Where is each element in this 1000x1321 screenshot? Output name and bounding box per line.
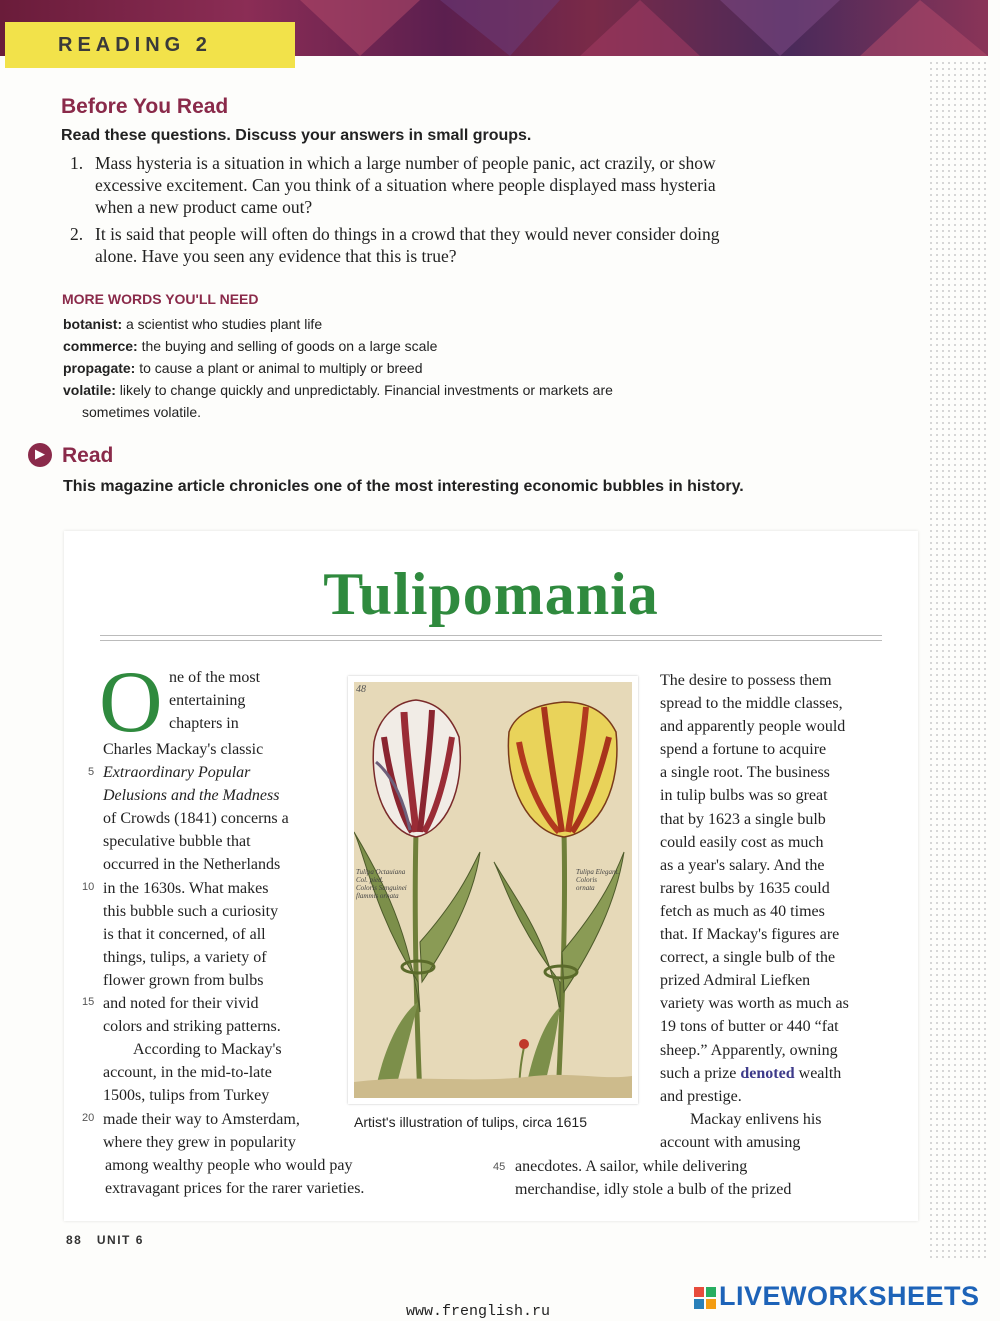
article-title: Tulipomania xyxy=(323,561,659,627)
line-number: 10 xyxy=(82,881,95,893)
text-line: 19 tons of butter or 440 “fat xyxy=(660,1018,839,1036)
text-line: speculative bubble that xyxy=(103,833,251,851)
figure-label-line: Tulipa Octauiana xyxy=(356,868,406,876)
text-line: fetch as much as 40 times xyxy=(660,902,825,920)
question-text: It is said that people will often do things in a crowd that they would never consider doing alone. Have you seen any evidence that this is true? xyxy=(95,224,720,266)
text-line: could easily cost as much xyxy=(660,833,824,851)
tulip-illustration xyxy=(348,676,638,1104)
article-column-1 xyxy=(99,654,343,1154)
text-line: spend a fortune to acquire xyxy=(660,741,827,759)
text-line: this bubble such a curiosity xyxy=(103,902,279,920)
text-line: things, tulips, a variety of xyxy=(103,948,267,966)
text-line: occurred in the Netherlands xyxy=(103,856,281,874)
text-line: among wealthy people who would pay xyxy=(105,1157,353,1174)
figure-label-line: ornata xyxy=(576,884,595,892)
text-line: ne of the most xyxy=(169,669,261,686)
figure-label-line: Coloris xyxy=(576,876,598,884)
article-column-3 xyxy=(660,669,900,1154)
text-line: account with amusing xyxy=(660,1133,801,1151)
text-line: of Crowds (1841) concerns a xyxy=(103,810,289,828)
article-column-3-bottom xyxy=(515,1155,905,1201)
before-you-read-heading: Before You Read xyxy=(61,95,229,118)
line-number: 5 xyxy=(88,766,95,778)
audio-speaker-icon[interactable]: ▶ xyxy=(28,443,52,467)
text-line: 1500s, tulips from Turkey xyxy=(103,1087,270,1105)
text-line: that by 1623 a single bulb xyxy=(660,810,826,828)
question-item xyxy=(70,152,730,218)
text-line: chapters in xyxy=(169,715,239,733)
unit-label: UNIT 6 xyxy=(96,1233,144,1247)
denoted-vocab-word[interactable]: denoted xyxy=(740,1064,795,1082)
line-number: 45 xyxy=(493,1161,506,1173)
question-number: 1. xyxy=(70,153,84,173)
vocab-def: the buying and selling of goods on a large scale xyxy=(137,338,438,354)
site-url[interactable]: www.frenglish.ru xyxy=(406,1303,551,1320)
more-words-title: MORE WORDS YOU'LL NEED xyxy=(62,291,259,307)
text-line: as a year's salary. And the xyxy=(660,856,825,874)
figure-label-left xyxy=(356,868,407,900)
vocab-term: botanist: xyxy=(63,316,123,332)
reading-label: READING 2 xyxy=(58,34,212,56)
text-line: a single root. The business xyxy=(660,764,830,782)
text-line: and noted for their vivid xyxy=(103,995,259,1013)
article-bottom-lines xyxy=(105,1154,445,1200)
text-line: variety was worth as much as xyxy=(660,995,849,1013)
header-pattern xyxy=(300,0,988,56)
vocab-list xyxy=(63,313,703,423)
vocab-item xyxy=(63,313,703,335)
text-line: in tulip bulbs was so great xyxy=(660,787,828,805)
page-number: 88 xyxy=(66,1233,83,1247)
vocab-term: commerce: xyxy=(63,338,138,354)
text-line: sheep.” Apparently, owning xyxy=(660,1041,838,1059)
title-rule xyxy=(100,635,882,641)
vocab-def: a scientist who studies plant life xyxy=(122,316,323,332)
vocab-def: to cause a plant or animal to multiply or breed xyxy=(135,360,423,376)
text-line: that. If Mackay's figures are xyxy=(660,926,840,944)
text-line: where they grew in popularity xyxy=(103,1133,296,1151)
text-line: anecdotes. A sailor, while delivering xyxy=(515,1158,748,1175)
vocab-term: volatile: xyxy=(63,382,116,398)
figure-page-number: 48 xyxy=(356,684,366,695)
text-line: made their way to Amsterdam, xyxy=(103,1110,300,1128)
question-item xyxy=(70,223,730,267)
text-line: extravagant prices for the rarer varieties. xyxy=(105,1180,365,1198)
page-footer xyxy=(66,1233,144,1247)
vocab-def-continued: sometimes volatile. xyxy=(82,404,202,420)
liveworksheets-logo-icon xyxy=(694,1287,716,1309)
text-line: prized Admiral Liefken xyxy=(660,972,811,990)
text-line: account, in the mid-to-late xyxy=(103,1064,272,1082)
question-number: 2. xyxy=(70,224,84,244)
text-line: and prestige. xyxy=(660,1087,742,1105)
line-number: 15 xyxy=(82,996,95,1008)
figure-label-right xyxy=(576,868,619,892)
dotted-margin xyxy=(928,60,988,1260)
figure-label-line: flammis ornata xyxy=(356,892,399,900)
figure-label-line: Tulipa Elegant. xyxy=(576,868,620,876)
read-instruction: This magazine article chronicles one of the most interesting economic bubbles in history. xyxy=(63,478,744,495)
drop-cap: O xyxy=(99,654,163,751)
line-number: 20 xyxy=(82,1112,95,1124)
text-line: spread to the middle classes, xyxy=(660,695,843,713)
figure-label-line: Col. pied. xyxy=(356,876,384,884)
before-you-read-instruction: Read these questions. Discuss your answers in small groups. xyxy=(61,127,532,144)
text-line: Delusions and the Madness xyxy=(103,787,280,805)
text-line: in the 1630s. What makes xyxy=(103,879,269,897)
question-text: Mass hysteria is a situation in which a large number of people panic, act crazily, or show excessive excitement. Can you think of a situation where people displayed mass hysteria when a new product came out? xyxy=(95,153,716,217)
vocab-item xyxy=(63,335,703,357)
figure-caption: Artist's illustration of tulips, circa 1615 xyxy=(354,1114,587,1130)
text-line: flower grown from bulbs xyxy=(103,971,264,989)
text-line: correct, a single bulb of the xyxy=(660,949,836,967)
text-line: Mackay enlivens his xyxy=(690,1110,822,1128)
text-segment: such a prize xyxy=(660,1064,737,1082)
text-line: Charles Mackay's classic xyxy=(103,741,264,758)
text-line: and apparently people would xyxy=(660,718,846,736)
text-line xyxy=(660,1062,900,1085)
text-line: According to Mackay's xyxy=(133,1041,282,1059)
text-line: entertaining xyxy=(169,692,246,710)
text-line: is that it concerned, of all xyxy=(103,925,266,943)
vocab-def: likely to change quickly and unpredictably. Financial investments or markets are xyxy=(115,382,613,398)
liveworksheets-brand[interactable]: LIVEWORKSHEETS xyxy=(719,1281,980,1311)
text-line: rarest bulbs by 1635 could xyxy=(660,879,830,897)
vocab-item xyxy=(63,357,703,379)
text-line: colors and striking patterns. xyxy=(103,1018,281,1036)
text-line: Extraordinary Popular xyxy=(103,764,251,782)
read-heading: Read xyxy=(62,444,114,467)
text-line: merchandise, idly stole a bulb of the prized xyxy=(515,1181,792,1199)
question-list xyxy=(70,152,730,272)
text-line: The desire to possess them xyxy=(660,672,832,689)
text-segment: wealth xyxy=(794,1064,842,1082)
figure-label-line: Coloris Sanguinei xyxy=(356,884,407,892)
vocab-term: propagate: xyxy=(63,360,136,376)
vocab-item xyxy=(63,379,703,401)
